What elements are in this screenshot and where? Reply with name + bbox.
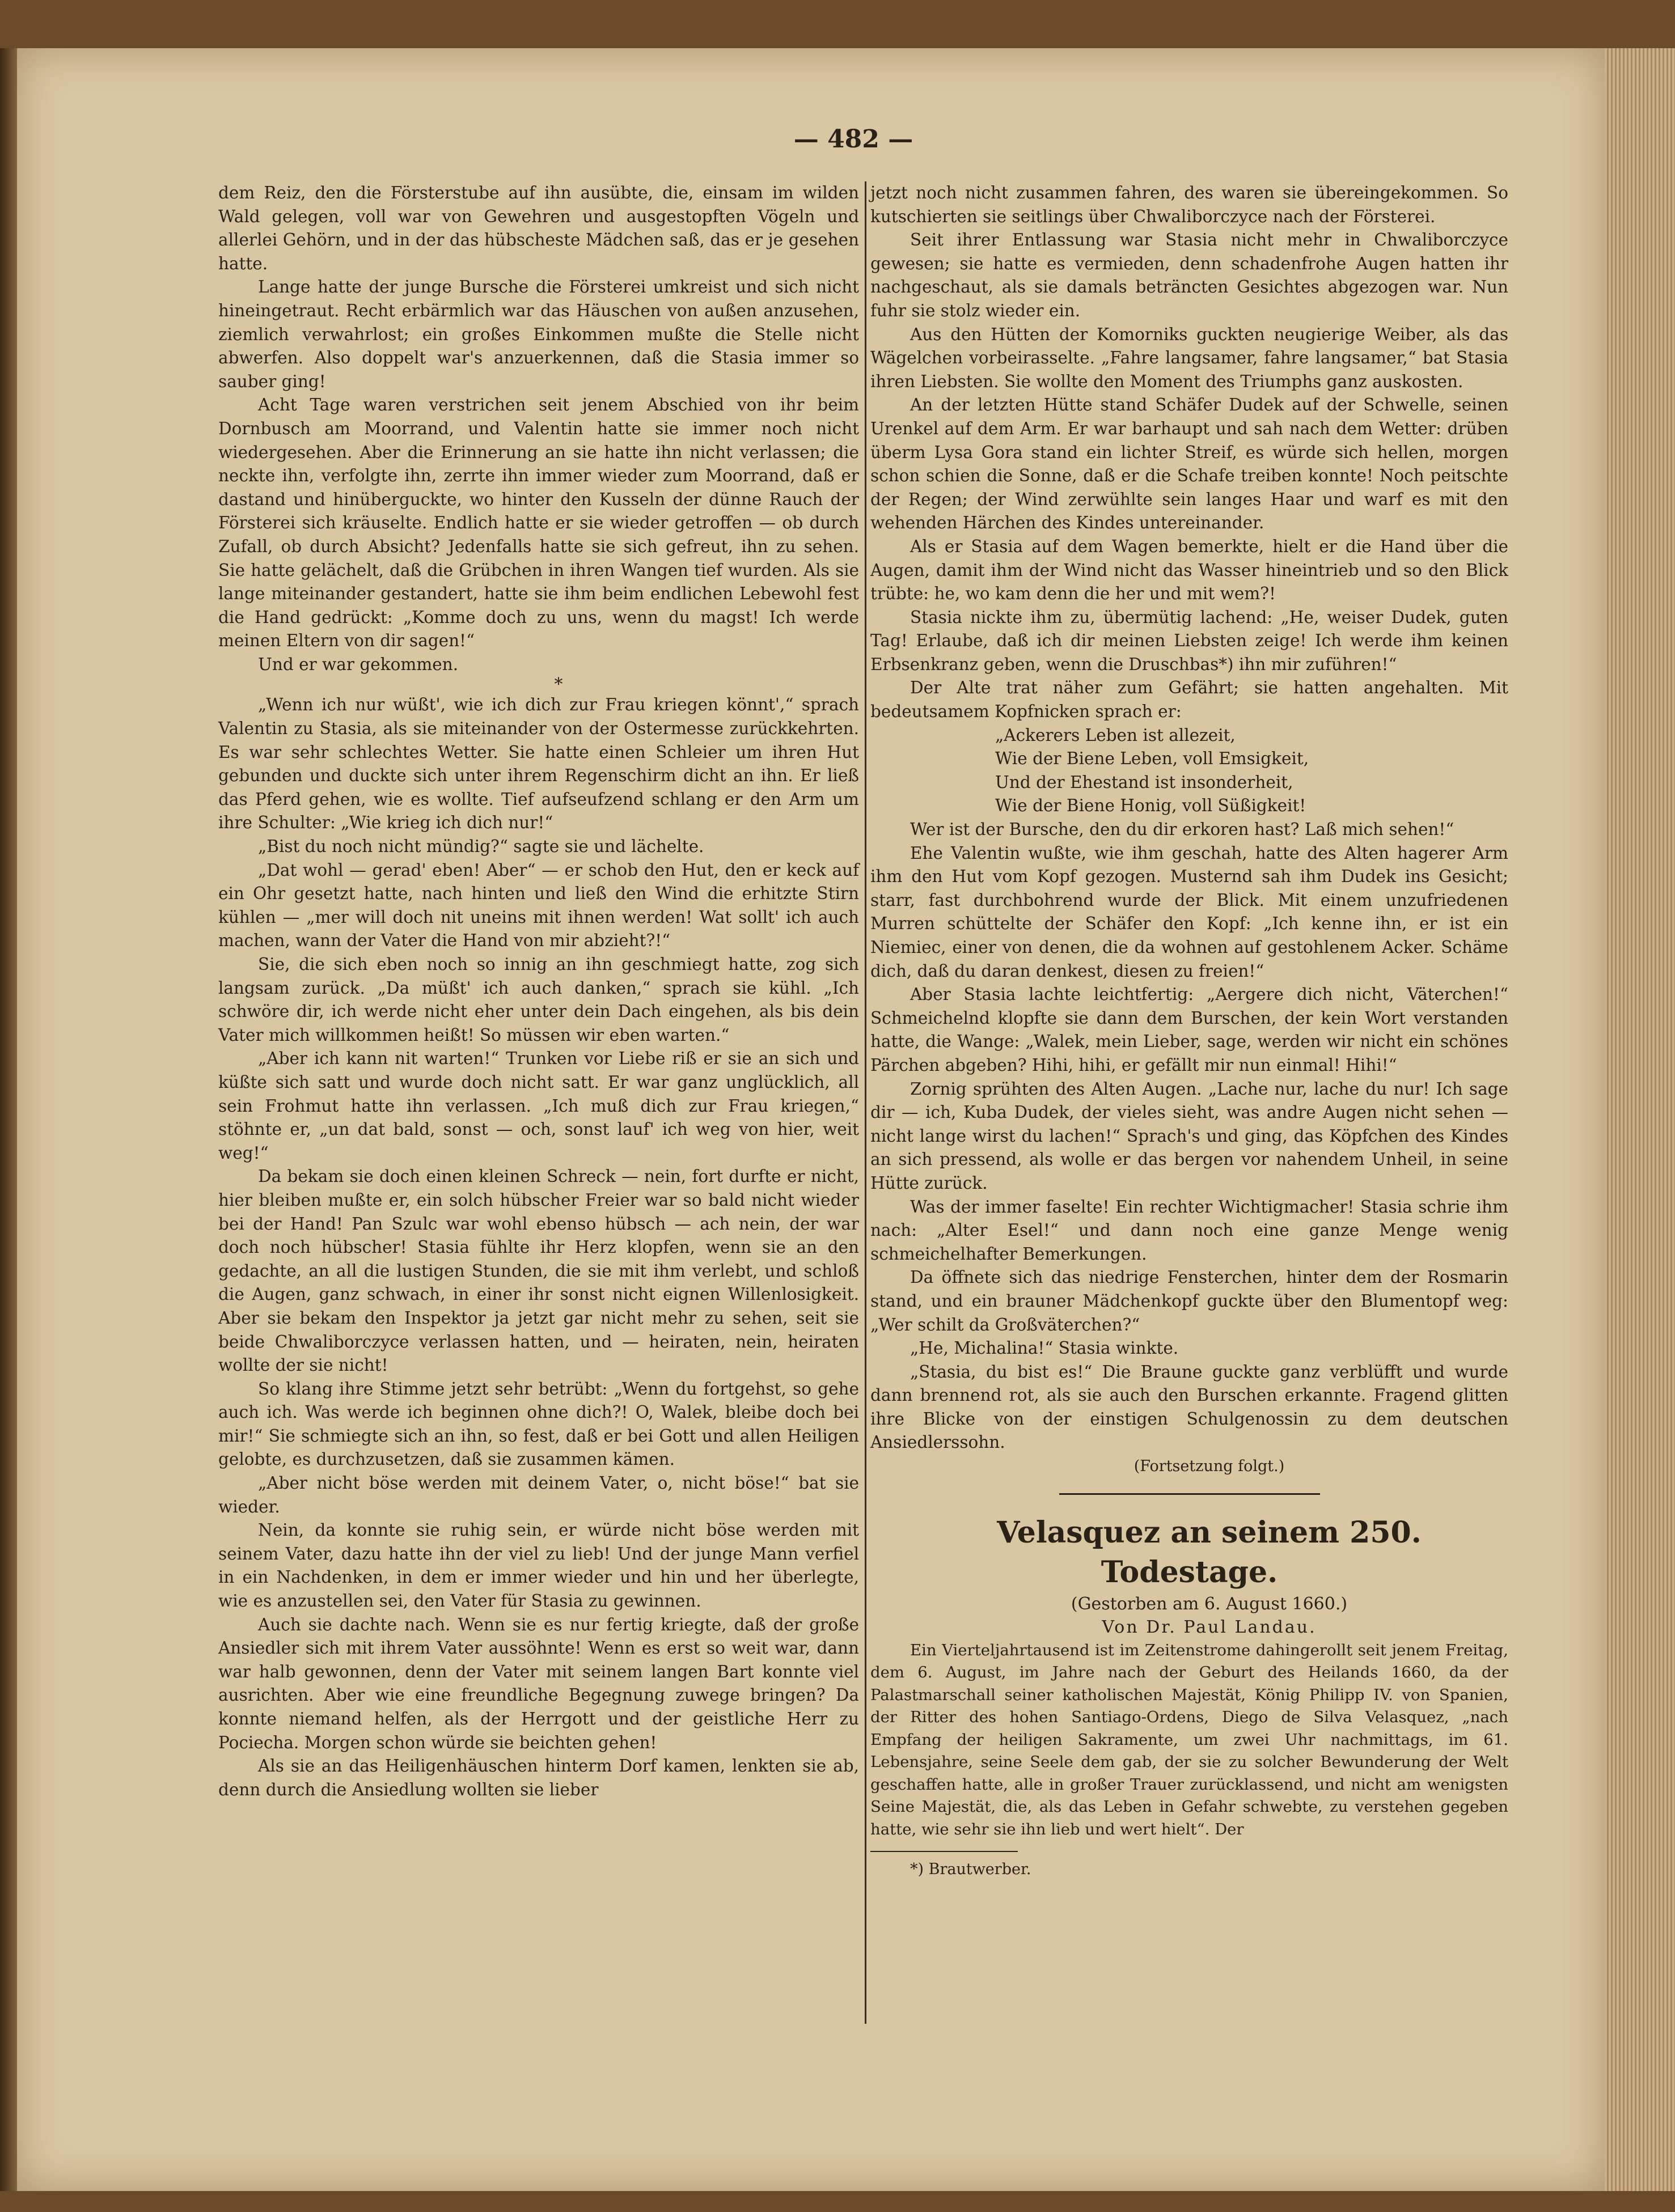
poem-line: Wie der Biene Honig, voll Süßigkeit! [995,796,1306,816]
paragraph: Da bekam sie doch einen kleinen Schreck — nein, fort durfte er nicht, hier bleiben mußte er, ein solch hübscher Freier war so bald nicht wieder bei der Hand! Pan Szulc war wohl ebenso hübsch — ach nein, der war doch noch hübscher! Stasia fühlte ihr Herz klopfen, wenn sie an den gedachte, an all die lustigen Stunden, die sie mit ihm verlebt, und schloß die Augen, ganz schwach, in einer ihr sonst nicht eignen Willenlosigkeit. Aber sie bekam den Inspektor ja jetzt gar nicht mehr zu sehen, seit sie beide Chwaliborczyce verlassen hatten, und — heiraten, nein, heiraten wollte der sie nicht! [218,1167,859,1375]
poem-line: „Ackerers Leben ist allezeit, [995,725,1236,745]
paragraph: Auch sie dachte nach. Wenn sie es nur fertig kriegte, daß der große Ansiedler sich mit ihrem Vater aussöhnte! Wenn es erst so weit war, dann war halb gewonnen, denn der Vater mit seinem langen Bart konnte viel ausrichten. Aber wie eine freundliche Begegnung zuwege bringen? Da konnte niemand helfen, als der Herrgott und der geistliche Herr zu Pociecha. Morgen schon würde sie beichten gehen! [218,1614,859,1752]
paragraph: dem Reiz, den die Försterstube auf ihn ausübte, die, einsam im wilden Wald gelegen, voll war von Gewehren und ausgestopften Vögeln und allerlei Gehörn, und in der das hübscheste Mädchen saß, das er je gesehen hatte. [218,183,859,273]
footnote: *) Brautwerber. [910,1861,1031,1879]
paragraph: „Bist du noch nicht mündig?“ sagte sie und lächelte. [258,837,704,857]
paragraph: Acht Tage waren verstrichen seit jenem Abschied von ihr beim Dornbusch am Moorrand, und Valentin hatte sie immer noch nicht wiedergesehen. Aber die Erinnerung an sie hatte ihn nicht verlassen; die neckte ihn, verfolgte ihn, zerrte ihn immer wieder zum Moorrand, daß er dastand und hinüberguckte, wo hinter den Kusseln der dünne Rauch der Försterei sich kräuselte. Endlich hatte er sie wieder getroffen — ob durch Zufall, ob durch Absicht? Jedenfalls hatte sie sich gefreut, ihn zu sehen. Sie hatte gelächelt, daß die Grübchen in ihren Wangen tief wurden. Als sie lange miteinander gestandert, hatte sie ihm beim endlichen Lebewohl fest die Hand gedrückt: „Komme doch zu uns, wenn du magst! Ich werde meinen Eltern von dir sagen!“ [218,395,859,651]
column-rule [865,181,866,2024]
paragraph: „Stasia, du bist es!“ Die Braune guckte ganz verblüfft und wurde dann brennend rot, als sie auch den Burschen erkannte. Fragend glitten ihre Blicke von der einstigen Schulgenossin zu dem deutschen Ansiedlerssohn. [870,1362,1508,1452]
paragraph: Als er Stasia auf dem Wagen bemerkte, hielt er die Hand über die Augen, damit ihm der Wind nicht das Wasser hineintrieb und so den Blick trübte: he, wo kam denn die her und mit wem?! [870,536,1508,604]
paragraph: „Aber nicht böse werden mit deinem Vater, o, nicht böse!“ bat sie wieder. [218,1473,859,1516]
paragraph: „Wenn ich nur wüßt', wie ich dich zur Frau kriegen könnt',“ sprach Valentin zu Stasia, als sie miteinander von der Ostermesse zurückkehrten. Es war sehr schlechtes Wetter. Sie hatte einen Schleier um ihren Hut gebunden und duckte sich unter ihrem Regenschirm dicht an ihn. Er ließ das Pferd gehen, wie es wollte. Tief aufseufzend schlang er den Arm um ihre Schulter: „Wie krieg ich dich nur!“ [218,695,859,833]
article-author: Von Dr. Paul Landau. [1102,1617,1317,1638]
paragraph: Und er war gekommen. [258,654,459,674]
right-column [870,181,1508,1882]
poem-line: Wie der Biene Leben, voll Emsigkeit, [995,749,1309,769]
paragraph: So klang ihre Stimme jetzt sehr betrübt: „Wenn du fortgehst, so gehe auch ich. Was werde ich beginnen ohne dich?! O, Walek, bleibe doch bei mir!“ Sie schmiegte sich an ihn, so fest, daß er bei Gott und allen Heiligen gelobte, es durchzusetzen, daß sie zusammen kämen. [218,1379,859,1469]
paragraph: „He, Michalina!“ Stasia winkte. [910,1338,1179,1358]
article-text: Ein Vierteljahrtausend ist im Zeitenstrome dahingerollt seit jenem Freitag, dem 6. August, im Jahre nach der Geburt des Heilands 1660, da der Palastmarschall seiner katholischen Majestät, König Philipp IV. von Spanien, der Ritter des hohen Santiago-Ordens, Diego de Silva Velasquez, „nach Empfang der heiligen Sakramente, um zwei Uhr nachmittags, im 61. Lebensjahre, seine Seele dem gab, der sie zu solcher Bewunderung der Welt geschaffen hatte, alle in großer Trauer zurücklassend, und nicht am wenigsten Seine Majestät, die, als das Leben in Gefahr schwebte, zu verstehen gegeben hatte, wie sehr sie ihn lieb und wert hielt“. Der [870,1641,1508,1838]
paragraph: Wer ist der Bursche, den du dir erkoren hast? Laß mich sehen!“ [910,820,1454,840]
paragraph: Aus den Hütten der Komorniks guckten neugierige Weiber, als das Wägelchen vorbeirasselte. „Fahre langsamer, fahre langsamer,“ bat Stasia ihren Liebsten. Sie wollte den Moment des Triumphs ganz auskosten. [870,324,1508,391]
paragraph: Da öffnete sich das niedrige Fensterchen, hinter dem der Rosmarin stand, und ein brauner Mädchenkopf guckte über den Blumentopf weg: „Wer schilt da Großväterchen?“ [870,1268,1508,1334]
article-subtitle: (Gestorben am 6. August 1660.) [1071,1594,1348,1614]
paragraph: Seit ihrer Entlassung war Stasia nicht mehr in Chwaliborczyce gewesen; sie hatte es vermieden, denn schadenfrohe Augen hatten ihr nachgeschaut, als sie damals beträncten Gesichtes abgezogen war. Nun fuhr sie stolz wieder ein. [870,230,1508,320]
paragraph: Ehe Valentin wußte, wie ihm geschah, hatte des Alten hagerer Arm ihm den Hut vom Kopf gezogen. Musternd sah ihm Dudek ins Gesicht; starr, fast durchbohrend wurde der Blick. Mit einem unzufriedenen Murren schüttelte der Schäfer den Kopf: „Ich kenne ihn, er ist ein Niemiec, einer von denen, die da wohnen auf gestohlenem Acker. Schäme dich, daß du daran denkest, diesen zu freien!“ [870,843,1508,981]
paragraph: Aber Stasia lachte leichtfertig: „Aergere dich nicht, Väterchen!“ Schmeichelnd klopfte sie dann dem Burschen, der kein Wort verstanden hatte, die Wange: „Walek, mein Lieber, sage, werden wir nicht ein schönes Pärchen abgeben? Hihi, hihi, er gefällt mir nun einmal! Hihi!“ [870,985,1508,1075]
page-edge-stack [1605,48,1675,2191]
paragraph: Zornig sprühten des Alten Augen. „Lache nur, lache du nur! Ich sage dir — ich, Kuba Dudek, der vieles sieht, was andre Augen nicht sehen — nicht lange wirst du lachen!“ Sprach's und ging, das Köpfchen des Kindes an sich pressend, als wolle er das bergen vor nahendem Unheil, in seine Hütte zurück. [870,1079,1508,1193]
paragraph: Nein, da konnte sie ruhig sein, er würde nicht böse werden mit seinem Vater, dazu hatte ihn der viel zu lieb! Und der junge Mann verfiel in ein Nachdenken, in dem er immer wieder und hin und her überlegte, wie es anzustellen sei, den Vater für Stasia zu gewinnen. [218,1520,859,1611]
paragraph: Als sie an das Heiligenhäuschen hinterm Dorf kamen, lenkten sie ab, denn durch die Ansiedlung wollten sie lieber [218,1756,859,1799]
paragraph: Was der immer faselte! Ein rechter Wichtigmacher! Stasia schrie ihm nach: „Alter Esel!“ und dann noch eine ganze Menge wenig schmeichelhafter Bemerkungen. [870,1197,1508,1264]
section-separator: * [554,675,563,695]
paragraph: „Dat wohl — gerad' eben! Aber“ — er schob den Hut, den er keck auf ein Ohr gesetzt hatte, nach hinten und ließ den Wind die erhitzte Stirn kühlen — „mer will doch nit uneins mit ihnen werden! Wat sollt' ich auch machen, wann der Vater die Hand von mir abzieht?!“ [218,860,859,951]
left-column [218,181,859,1802]
book-spine [0,48,19,2191]
article-separator [1059,1493,1320,1495]
page-number: — 482 — [793,125,913,154]
poem-line: Und der Ehestand ist insonderheit, [995,772,1293,792]
paragraph: Sie, die sich eben noch so innig an ihn geschmiegt hatte, zog sich langsam zurück. „Da müßt' ich auch danken,“ sprach sie kühl. „Ich schwöre dir, ich werde nicht eher unter dein Dach eingehen, als bis dein Vater mich willkommen heißt! So müssen wir eben warten.“ [218,955,859,1045]
paragraph: An der letzten Hütte stand Schäfer Dudek auf der Schwelle, seinen Urenkel auf dem Arm. Er war barhaupt und sah nach dem Wetter: drüben überm Lysa Gora stand ein lichter Streif, es würde sich hellen, morgen schon schien die Sonne, daß er die Schafe treiben konnte! Noch peitschte der Regen; der Wind zerwühlte sein langes Haar und warf es mit den wehenden Härchen des Kindes untereinander. [870,395,1508,533]
paragraph: jetzt noch nicht zusammen fahren, des waren sie übereingekommen. So kutschierten sie seitlings über Chwaliborczyce nach der Försterei. [870,183,1508,226]
paragraph: Der Alte trat näher zum Gefährt; sie hatten angehalten. Mit bedeutsamem Kopfnicken sprach er: [870,678,1508,722]
paragraph: Lange hatte der junge Bursche die Försterei umkreist und sich nicht hineingetraut. Recht erbärmlich war das Häuschen von außen anzusehen, ziemlich verwahrlost; ein großes Einkommen mußte die Stelle nicht abwerfen. Also doppelt war's anzuerkennen, daß die Stasia immer so sauber ging! [218,277,859,391]
continuation-note: (Fortsetzung folgt.) [1133,1457,1285,1476]
paragraph: Stasia nickte ihm zu, übermütig lachend: „He, weiser Dudek, guten Tag! Erlaube, daß ich dir meinen Liebsten zeige! Ich werde ihm keinen Erbsenkranz geben, wenn die Druschbas*) ihn mir zuführen!“ [870,607,1508,674]
paragraph: „Aber ich kann nit warten!“ Trunken vor Liebe riß er sie an sich und küßte sich satt und wurde doch nicht satt. Er war ganz unglücklich, all sein Frohmut hatte ihn verlassen. „Ich muß dich zur Frau kriegen,“ stöhnte er, „un dat bald, sonst — och, sonst lauf' ich weg von hier, weit weg!“ [218,1049,859,1163]
article-title: Velasquez an seinem 250. Todestage. [997,1515,1422,1590]
footnote-rule [870,1851,1018,1852]
